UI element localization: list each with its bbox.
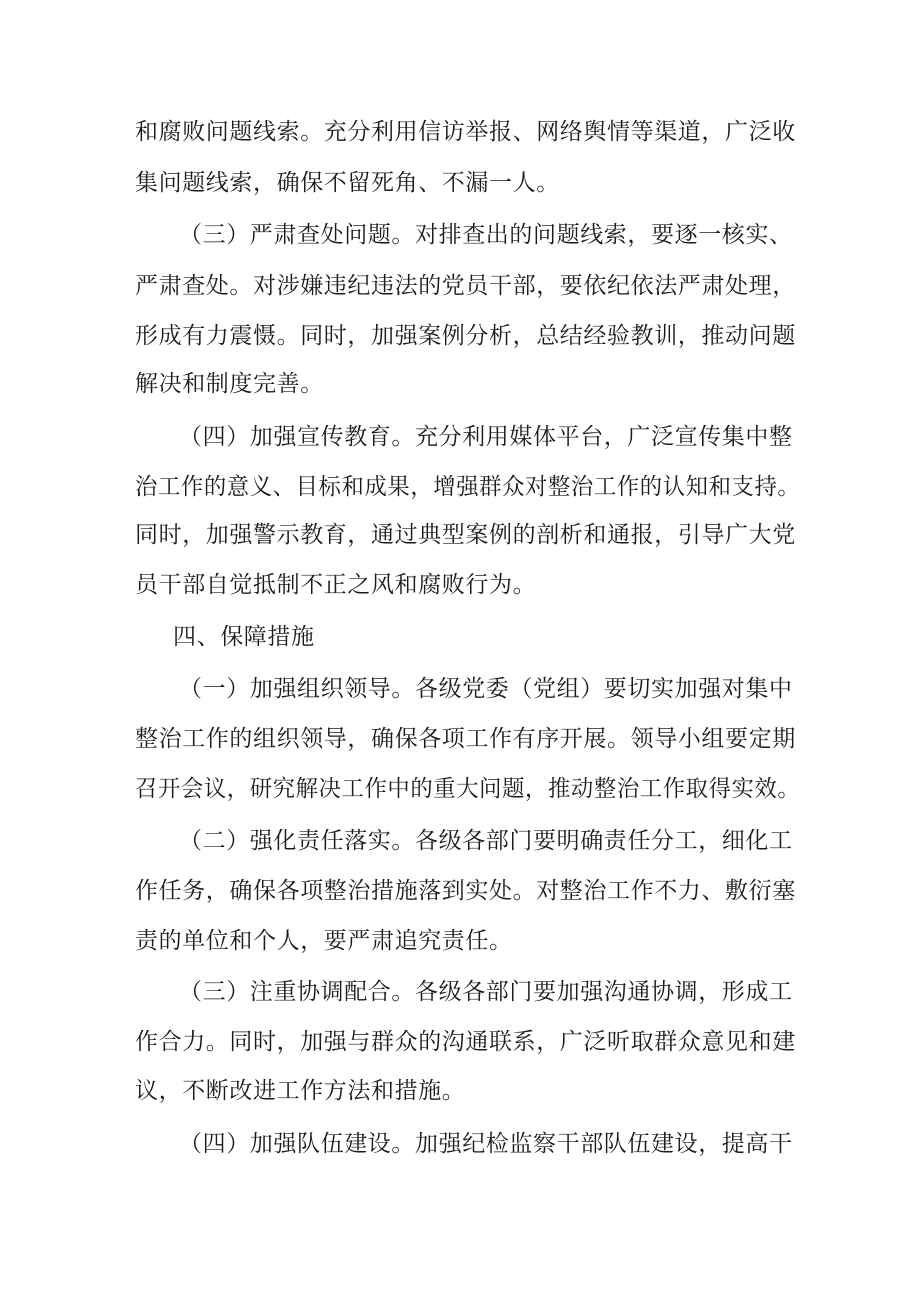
- paragraph-line: 整治工作的组织领导，确保各项工作有序开展。领导小组要定期: [135, 726, 796, 752]
- paragraph-line: （四）加强宣传教育。充分利用媒体平台，广泛宣传集中整: [179, 424, 793, 450]
- paragraph-line: 同时，加强警示教育，通过典型案例的剖析和通报，引导广大党: [135, 522, 796, 548]
- paragraph-line: 形成有力震慑。同时，加强案例分析，总结经验教训，推动问题: [135, 323, 796, 349]
- section-heading: 四、保障措施: [173, 624, 315, 650]
- paragraph-line: （一）加强组织领导。各级党委（党组）要切实加强对集中: [179, 676, 793, 702]
- paragraph-line: 和腐败问题线索。充分利用信访举报、网络舆情等渠道，广泛收: [135, 119, 796, 145]
- paragraph-line: 集问题线索，确保不留死角、不漏一人。: [135, 170, 560, 196]
- paragraph-line: （二）强化责任落实。各级各部门要明确责任分工，细化工: [179, 828, 793, 854]
- paragraph-line: 严肃查处。对涉嫌违纪违法的党员干部，要依纪依法严肃处理，: [135, 273, 796, 299]
- paragraph-line: （三）注重协调配合。各级各部门要加强沟通协调，形成工: [179, 979, 793, 1005]
- paragraph-line: 作合力。同时，加强与群众的沟通联系，广泛听取群众意见和建: [135, 1029, 796, 1055]
- paragraph-line: （四）加强队伍建设。加强纪检监察干部队伍建设，提高干: [179, 1131, 793, 1157]
- paragraph-line: 解决和制度完善。: [135, 371, 324, 397]
- paragraph-line: 议，不断改进工作方法和措施。: [135, 1078, 466, 1104]
- paragraph-line: 员干部自觉抵制不正之风和腐败行为。: [135, 572, 537, 598]
- paragraph-line: 治工作的意义、目标和成果，增强群众对整治工作的认知和支持。: [135, 474, 801, 500]
- paragraph-line: 责的单位和个人，要严肃追究责任。: [135, 928, 513, 954]
- paragraph-line: 作任务，确保各项整治措施落到实处。对整治工作不力、敷衍塞: [135, 878, 796, 904]
- paragraph-line: （三）严肃查处问题。对排查出的问题线索，要逐一核实、: [179, 222, 793, 248]
- paragraph-line: 召开会议，研究解决工作中的重大问题，推动整治工作取得实效。: [135, 776, 801, 802]
